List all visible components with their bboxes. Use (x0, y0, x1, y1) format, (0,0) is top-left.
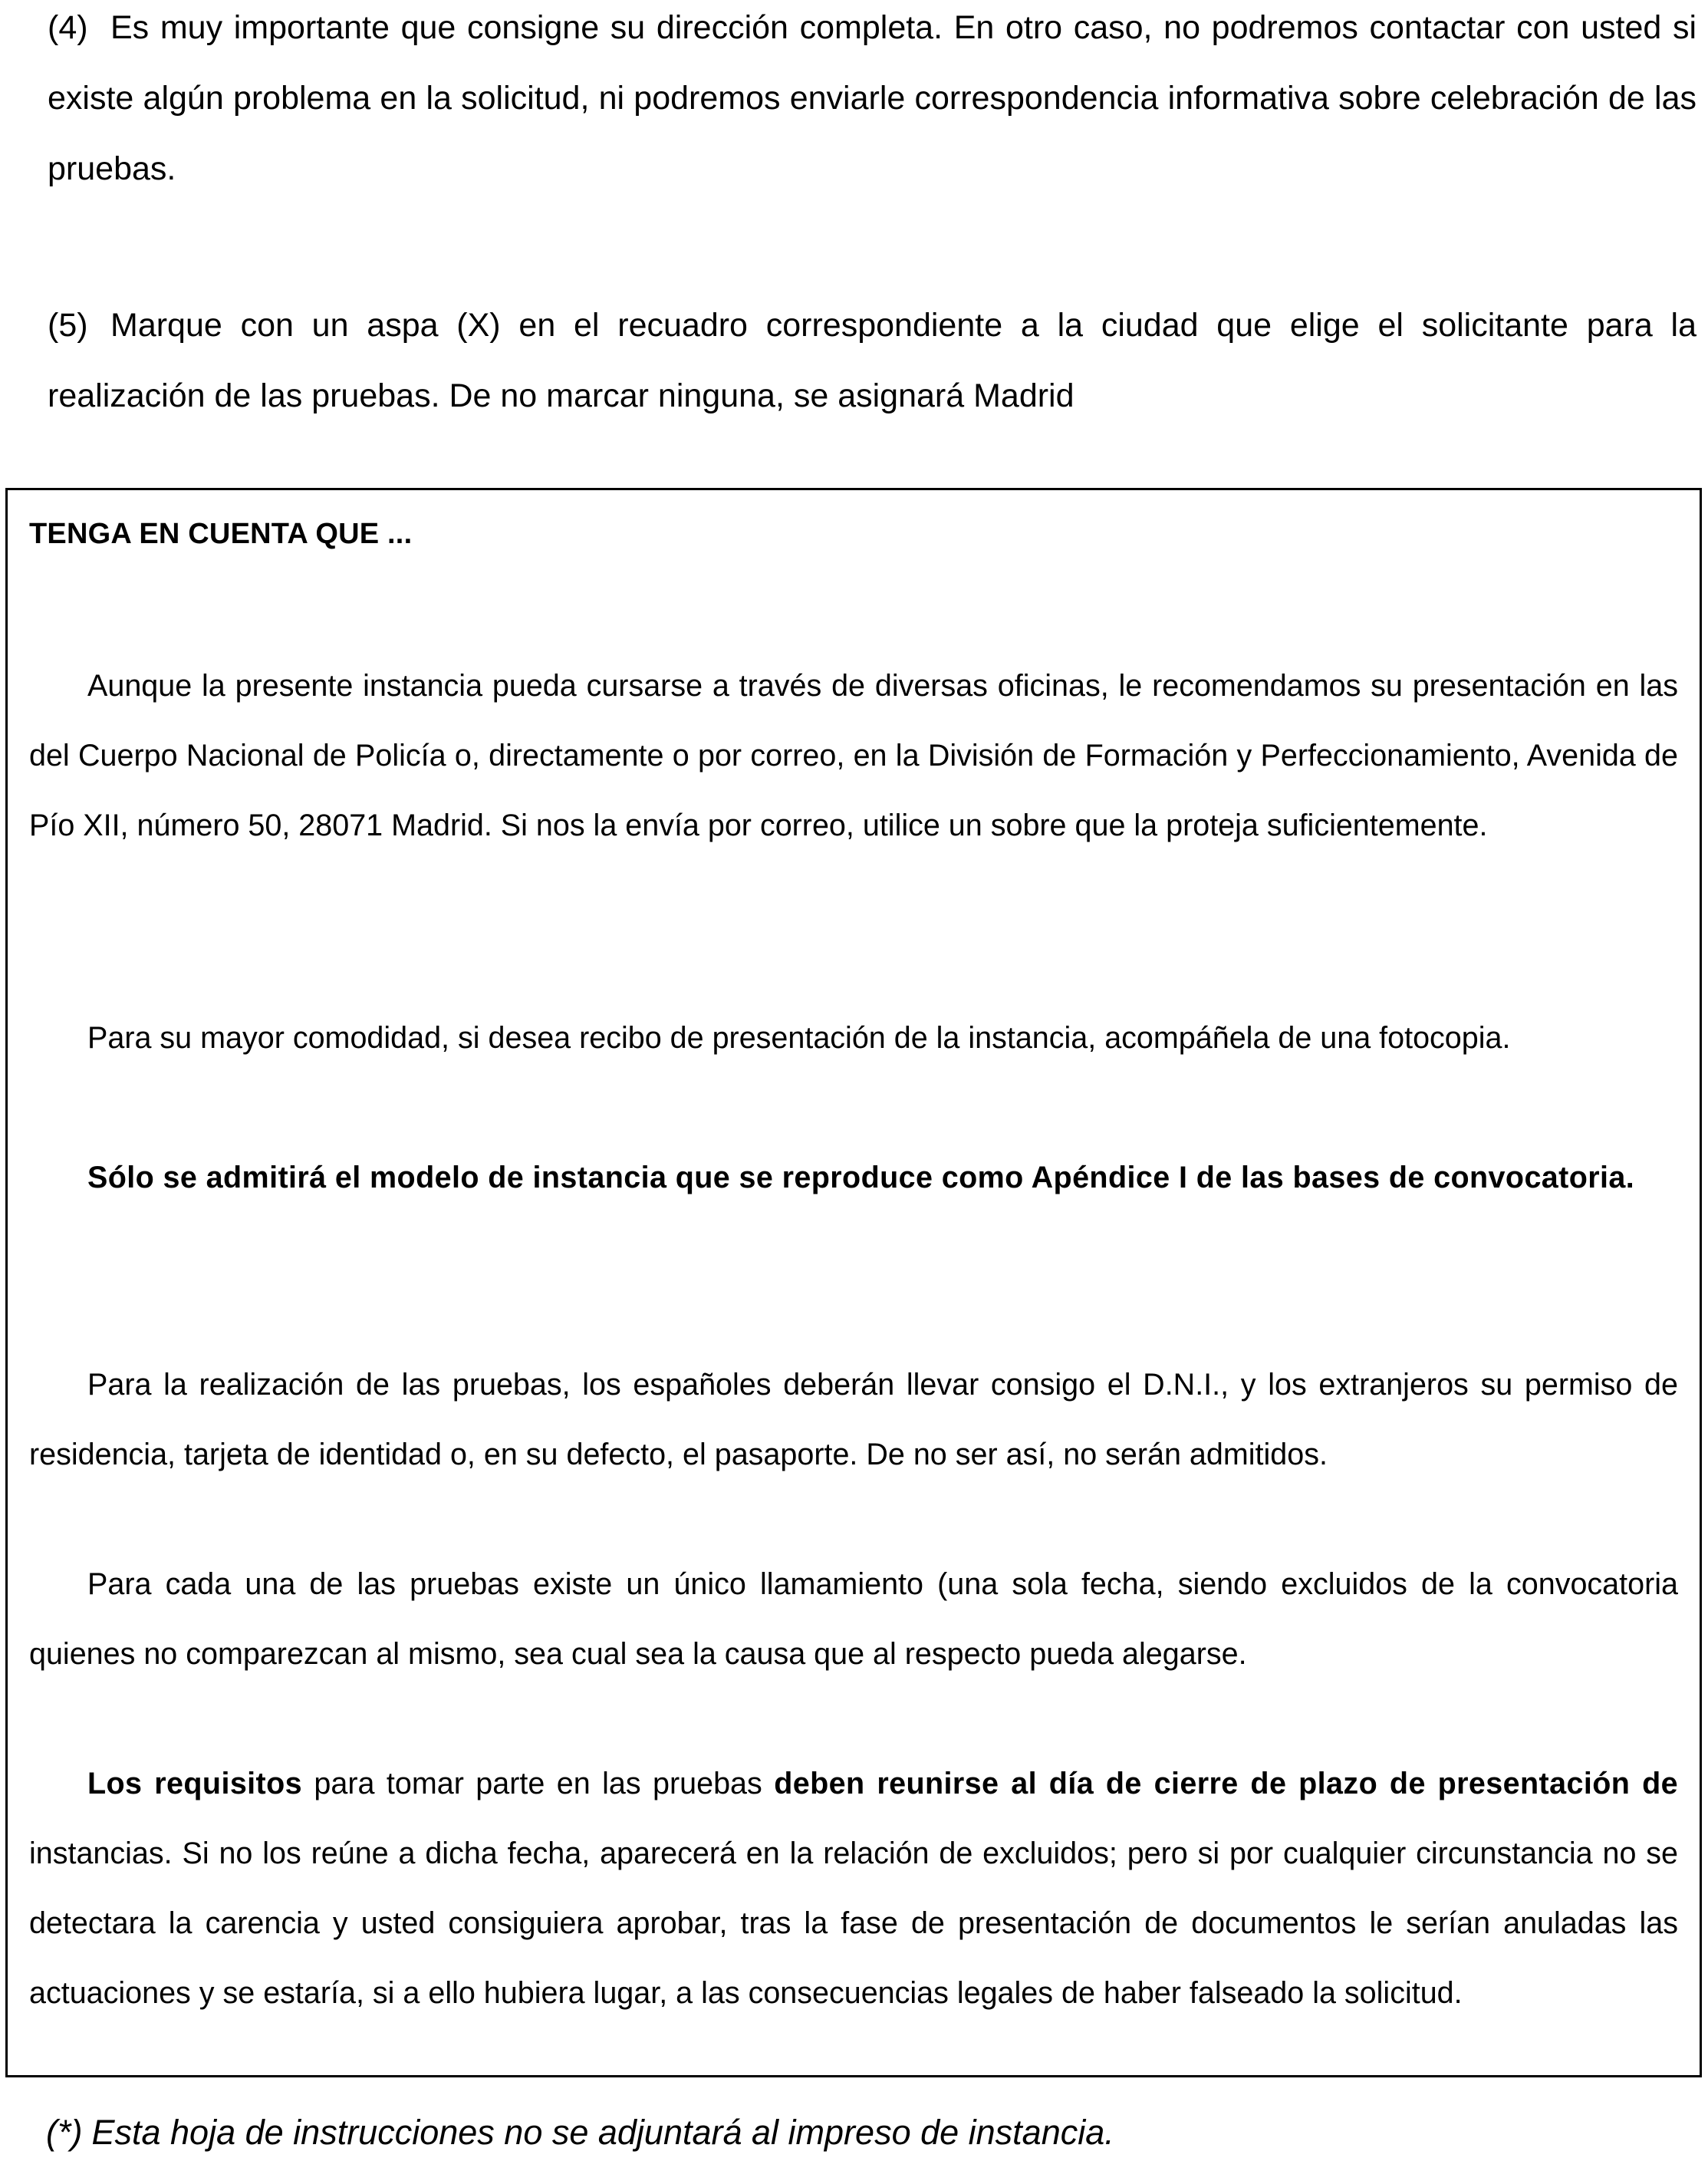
notice-heading: TENGA EN CUENTA QUE ... (29, 518, 413, 550)
model-bold-text: Sólo se admitirá el modelo de instancia que se reproduce como Apéndice I de las bases de convocatoria. (87, 1160, 1635, 1194)
requirements-text-1: para tomar parte en las pruebas (302, 1766, 775, 1800)
notice-paragraph-requirements (29, 1749, 1678, 2028)
footnote-text: Esta hoja de instrucciones no se adjuntará al impreso de instancia. (91, 2113, 1114, 2152)
item-4-number: (4) (48, 9, 88, 46)
requirements-bold-1: Los requisitos (87, 1766, 303, 1800)
instruction-item-4 (48, 0, 1696, 204)
footnote-mark: (*) (46, 2113, 83, 2152)
notice-paragraph-submission: Aunque la presente instancia pueda cursarse a través de diversas oficinas, le recomendamos su presentación en las del Cuerpo Nacional de Policía o, directamente o por correo, en la División de Formación y Perfeccionamiento, Avenida de Pío XII, número 50, 28071 Madrid. Si nos la envía por correo, utilice un sobre que la proteja suficientemente. (29, 668, 1678, 842)
requirements-text-2: instancias. Si no los reúne a dicha fecha, aparecerá en la relación de excluidos; pero si por cualquier circunstancia no se detectara la carencia y usted consiguiera aprobar, tras la fase de presentación de documentos le serían anuladas las actuaciones y se estaría, si a ello hubiera lugar, a las consecuencias legales de haber falseado la solicitud. (29, 1836, 1678, 2010)
item-4-text: Es muy importante que consigne su dirección completa. En otro caso, no podremos contactar con usted si existe algún problema en la solicitud, ni podremos enviarle correspondencia informativa sobre celebración de las pruebas. (48, 9, 1696, 187)
item-5-number: (5) (48, 307, 88, 344)
notice-paragraph-model (29, 1143, 1678, 1213)
notice-paragraph-receipt: Para su mayor comodidad, si desea recibo de presentación de la instancia, acompáñela de una fotocopia. (87, 1020, 1511, 1055)
footnote (46, 2110, 1114, 2156)
instruction-item-5 (48, 290, 1696, 431)
notice-paragraph-single-call: Para cada una de las pruebas existe un único llamamiento (una sola fecha, siendo excluidos de la convocatoria quienes no comparezcan al mismo, sea cual sea la causa que al respecto pueda alegarse. (29, 1566, 1678, 1671)
notice-paragraph-identification: Para la realización de las pruebas, los españoles deberán llevar consigo el D.N.I., y los extranjeros su permiso de residencia, tarjeta de identidad o, en su defecto, el pasaporte. De no ser así, no serán admitidos. (29, 1367, 1678, 1471)
item-5-text: Marque con un aspa (X) en el recuadro correspondiente a la ciudad que elige el solicitante para la realización de las pruebas. De no marcar ninguna, se asignará Madrid (48, 307, 1696, 414)
requirements-bold-2: deben reunirse al día de cierre de plazo de presentación de (774, 1766, 1678, 1800)
notice-box (5, 488, 1702, 2077)
